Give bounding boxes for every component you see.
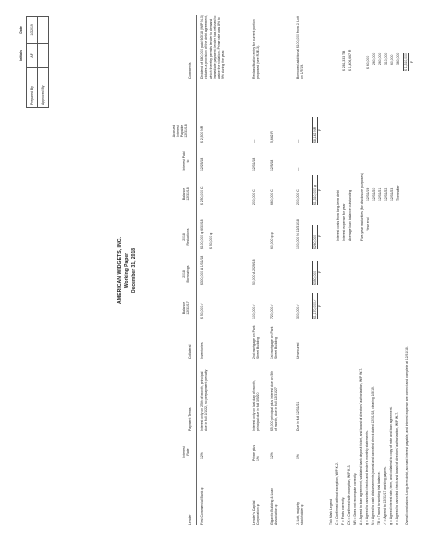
legend-item: ✓ = Agreed to 12/31/17 working papers. — [383, 466, 387, 525]
maturity-amt-4: 310,000 — [384, 52, 388, 65]
col-borrowings: 2018 Borrowings — [182, 265, 191, 283]
maturity-year-end: Year end — [366, 217, 370, 231]
row1-paid-to: 12/25/18 — [200, 157, 204, 171]
foot-mark-1: F — [318, 304, 322, 307]
maturity-amt-2: 260,000 — [372, 52, 376, 65]
maturity-amt-5: 60,000 — [390, 54, 394, 65]
maturity-thereafter: Thereafter — [396, 185, 400, 201]
signoff-blank — [16, 67, 27, 107]
maturity-amt-1: $ 60,000 — [366, 55, 370, 69]
maturity-amt-3: 260,000 — [378, 52, 382, 65]
row2-lender: Lender's Capital Corporation φ — [252, 500, 261, 525]
row2-bal-1217: 100,000✓ — [252, 303, 256, 319]
row2-collateral: 2nd mortgage on Park Street Building — [252, 325, 261, 359]
row3-paid-to: 12/5/18 — [270, 159, 274, 171]
paper-title: Working Paper — [124, 252, 130, 289]
maturity-year-5: 12/31/23 — [390, 187, 394, 201]
row1-accrued: $ 2,500 NR — [200, 125, 204, 143]
legend-item: σ = Agreed to canceled check and board of directors' authorization, W/P W-7. — [395, 412, 399, 525]
row2-paid-to: 12/31/18 — [252, 157, 256, 171]
maturity-year-3: 12/31/21 — [378, 187, 382, 201]
maturity-total-mark: F — [410, 60, 414, 63]
foot-mark-3: F — [318, 234, 322, 237]
legend-item: CX = Confirmed with exception, W/P K-3. — [347, 464, 351, 525]
signoff-col-initials: Initials — [18, 50, 23, 61]
recon-line3: Average loan balance outstanding — [348, 189, 352, 241]
col-rate: Interest Rate — [182, 446, 191, 458]
row3-lender: Gigantic Building & Loan Association φ — [270, 487, 279, 525]
row4-terms: Due in full 12/31/21 — [296, 401, 300, 431]
row1-reductions-2: $ 50,000 φ — [209, 232, 213, 249]
legend-item: NR = Does not recompute correctly. — [353, 472, 357, 525]
row4-accrued: — — [296, 139, 300, 143]
row4-paid-to: — — [296, 167, 300, 171]
row2-rate: Prime plus 1% — [252, 444, 261, 461]
legend-item: φ = Agreed to canceled checks and lender's monthly statements. — [365, 430, 369, 525]
total-bal-1217: $1,170,000✓ — [312, 293, 318, 319]
col-collateral: Collateral — [188, 344, 192, 359]
legend-item: A = Agreed to loan agreement, validated bank deposit ticket, and board of directors' authorization, W/P W-7. — [359, 367, 363, 525]
row4-bal-1217: 300,000✓ — [296, 303, 300, 319]
row3-rate: 12% — [270, 452, 274, 459]
row4-collateral: Unsecured — [296, 342, 300, 359]
maturity-year-4: 12/31/22 — [384, 187, 388, 201]
foot-mark-5: F — [318, 128, 322, 131]
row3-reductions: 60,000 φ φ — [270, 232, 274, 249]
recon-line2: Interest expense for year — [342, 203, 346, 241]
row3-bal-1218: 660,000 C — [270, 189, 274, 205]
row4-comments: Borrowed additional $100,000 from J. Lott on 1/7/19. — [296, 16, 305, 79]
legend-item: C = Confirmed without exception, W/P K-2. — [335, 462, 339, 525]
row2-accrued: — — [252, 139, 256, 143]
row4-reductions: 100,000 N 12/31/18 — [296, 219, 300, 249]
approved-initials — [38, 43, 49, 67]
row3-terms: $5,000 principal plus interest due on 5th of month, due in full 12/31/27 — [270, 370, 279, 431]
maturity-amt-6: 360,000 — [396, 52, 400, 65]
foot-mark-4: F — [318, 188, 322, 191]
row1-bal-1218: $ 250,000 C — [200, 186, 204, 205]
col-paid-to: Interest Paid to — [182, 151, 191, 171]
maturity-title: Five-year maturities (for disclosure purposes) — [360, 172, 364, 241]
row2-terms: Interest only on last day of month, principal due in full 3/5/20 — [252, 380, 261, 431]
maturity-year-1: 12/31/19 — [366, 187, 370, 201]
company-name: AMERICAN WIDGETS, INC. — [117, 237, 123, 304]
col-comments: Comments — [188, 62, 192, 79]
row4-bal-1218: 200,000 C — [296, 189, 300, 205]
foot-mark-2: F — [318, 270, 322, 273]
col-bal-1218: Balance 12/31/18 — [182, 187, 191, 201]
recon-amt2: $ 1,406,667 R — [348, 49, 352, 71]
row1-bal-1217: $ 50,000✓ — [200, 302, 204, 319]
row2-comments: Reclassification entry for current portion proposed (see RJE-3). — [252, 19, 261, 79]
row1-comments: Dividend of $80,000 paid 9/2/18 (W/P N-3) violates a provision of the debt agreement, which thereby permits lender to demand immediate payment; lender has refused to waive the violation. Prime rate was 8% to 9% during the year. — [200, 15, 226, 79]
legend-title: Tick Mark Legend — [329, 498, 333, 525]
row3-collateral: 1st mortgage on Park Street Building — [270, 326, 279, 359]
row1-rate: 12% — [200, 452, 204, 459]
maturity-total: $ 1,310,000 — [404, 53, 408, 71]
row2-borrowings: 50,000 A 2/29/18 — [252, 259, 256, 285]
recon-amt1: $ 281,333 TB — [342, 50, 346, 71]
prepared-by-label: Prepared By — [27, 67, 38, 107]
col-terms: Payment Terms — [188, 407, 192, 431]
legend-item: φ = Agreed interest rate, term, and collateral to copy of note and loan agreement. — [389, 406, 393, 525]
legend-item: TB = Traced to working trial balance. — [377, 471, 381, 525]
header-rule — [196, 15, 197, 525]
total-reductions: $260,000 — [312, 225, 318, 249]
col-lender: Lender — [188, 514, 192, 525]
row4-lender: J. Lott, majority stockholder φ — [296, 502, 305, 525]
approved-date — [38, 17, 49, 44]
legend-item: N = Agreed to cash disbursements journal and canceled check dated 12/31/18, clearing 1/8/19. — [371, 386, 375, 525]
row3-bal-1217: 720,000✓ — [270, 303, 274, 319]
paper-date: December 31, 2018 — [131, 247, 137, 294]
col-bal-1217: Balance 12/31/17 — [182, 301, 191, 315]
row1-borrowings: $300,000 A 1/31/18 — [200, 255, 204, 285]
row1-reductions: $100,000 φ 6/30/18 — [200, 219, 204, 249]
legend-item: F = Foots correctly. — [341, 496, 345, 525]
prepared-date: 1/22/19 — [27, 17, 38, 44]
row2-bal-1218: 200,000 C — [252, 189, 256, 205]
overall-conclusion: Overall conclusions: Long-term debt, accrued interest payable, and interest expense are correct and complete at 12/31/18. — [405, 346, 409, 525]
total-borrowings: $350,000 — [312, 261, 318, 285]
approved-by-label: Approved By — [38, 67, 49, 107]
row4-rate: 0% — [296, 454, 300, 459]
recon-line1: Interest costs from long-term debt — [336, 190, 340, 241]
total-accrued: $8,142 NR — [312, 117, 318, 143]
row1-collateral: Inventories — [200, 342, 204, 359]
signoff-col-date: Date — [18, 26, 23, 34]
prepared-initials: AF — [27, 43, 38, 67]
signoff-table — [16, 16, 49, 108]
maturity-year-2: 12/31/20 — [372, 187, 376, 201]
col-accrued: Accrued Interest Payable 12/31/18 — [172, 124, 189, 138]
row1-terms: Interest only on 25th of month, principal due in full 1/1/22, no prepayment penalty — [200, 369, 209, 431]
row3-accrued: 5,642 R — [270, 131, 274, 143]
row1-lender: First Commercial Bank φ — [200, 487, 204, 525]
col-reductions: 2018 Reductions — [182, 228, 191, 246]
total-bal-1218: $1,310,000 φ — [312, 175, 318, 205]
